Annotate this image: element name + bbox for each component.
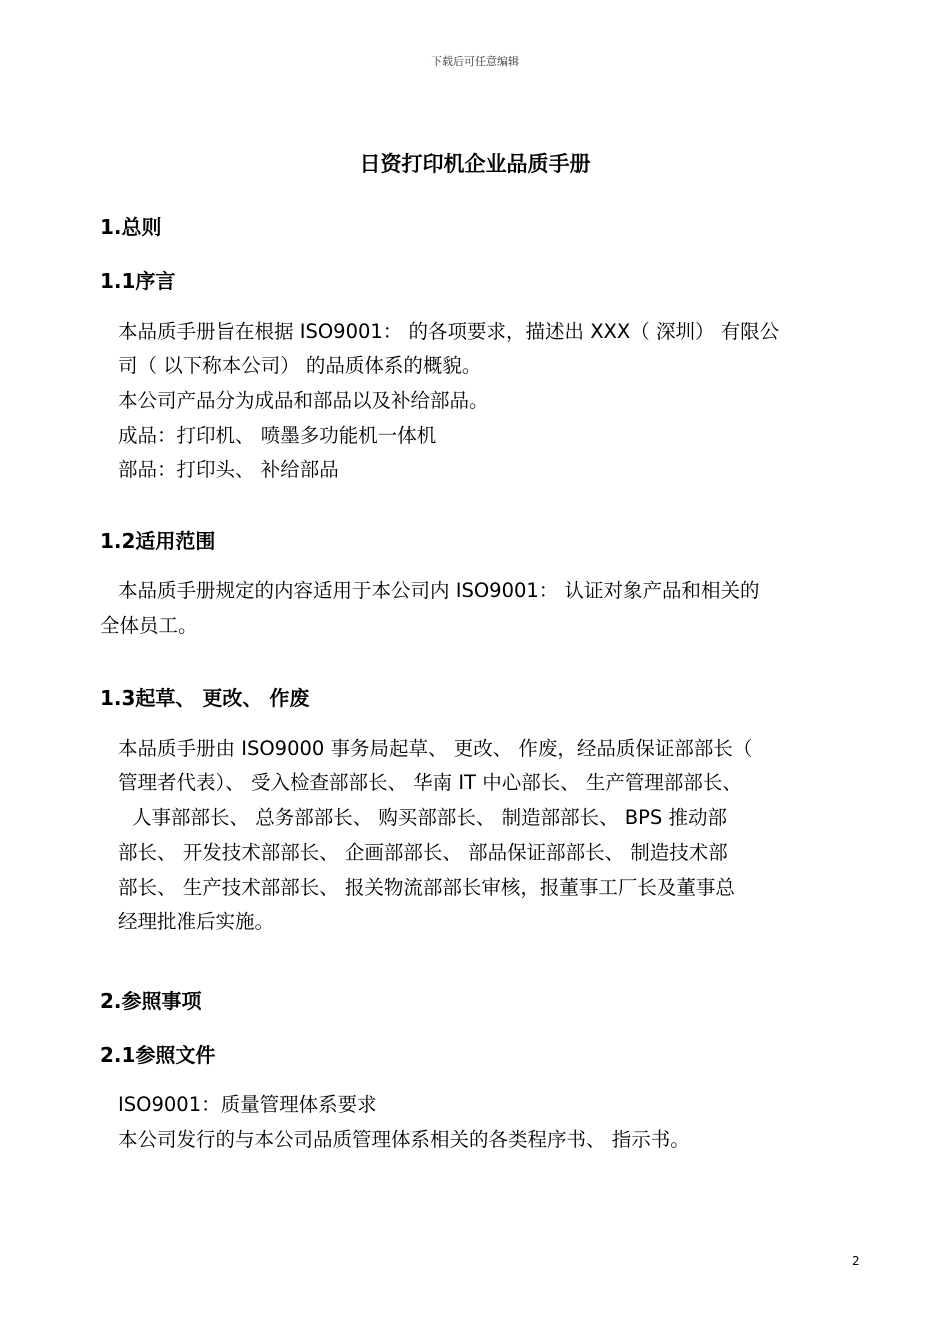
document-title: 日资打印机企业品质手册 — [359, 152, 591, 176]
heading-drafting: 1.3起草、 更改、 作废 — [100, 686, 310, 710]
scope-line: 全体员工。 — [100, 614, 198, 637]
header-note: 下载后可任意编辑 — [431, 55, 519, 68]
scope-line: 本品质手册规定的内容适用于本公司内 ISO9001： 认证对象产品和相关的 — [118, 579, 760, 602]
preface-line: 本公司产品分为成品和部品以及补给部品。 — [118, 389, 489, 412]
reference-line: ISO9001：质量管理体系要求 — [118, 1093, 377, 1116]
preface-line: 成品：打印机、 喷墨多功能机一体机 — [118, 424, 437, 447]
drafting-line: 本品质手册由 ISO9000 事务局起草、 更改、 作废，经品质保证部部长（ — [118, 737, 753, 760]
heading-reference-documents: 2.1参照文件 — [100, 1043, 216, 1067]
drafting-line: 部长、 开发技术部部长、 企画部部长、 部品保证部部长、 制造技术部 — [118, 841, 728, 864]
heading-general-principles: 1.总则 — [100, 215, 162, 239]
preface-line: 本品质手册旨在根据 ISO9001： 的各项要求，描述出 XXX（ 深圳） 有限公 — [118, 320, 780, 343]
drafting-line: 管理者代表）、 受入检查部部长、 华南 IT 中心部长、 生产管理部部长、 — [118, 771, 742, 794]
reference-line: 本公司发行的与本公司品质管理体系相关的各类程序书、 指示书。 — [118, 1128, 690, 1151]
heading-preface: 1.1序言 — [100, 269, 176, 293]
drafting-line: 部长、 生产技术部部长、 报关物流部部长审核，报董事工厂长及董事总 — [118, 876, 735, 899]
heading-scope: 1.2适用范围 — [100, 529, 216, 553]
drafting-line: 经理批准后实施。 — [118, 910, 275, 933]
page-number: 2 — [852, 1254, 860, 1268]
preface-line: 司（ 以下称本公司） 的品质体系的概貌。 — [118, 354, 482, 377]
heading-references: 2.参照事项 — [100, 989, 202, 1013]
preface-line: 部品：打印头、 补给部品 — [118, 458, 339, 481]
drafting-line: 人事部部长、 总务部部长、 购买部部长、 制造部部长、 BPS 推动部 — [132, 806, 728, 829]
